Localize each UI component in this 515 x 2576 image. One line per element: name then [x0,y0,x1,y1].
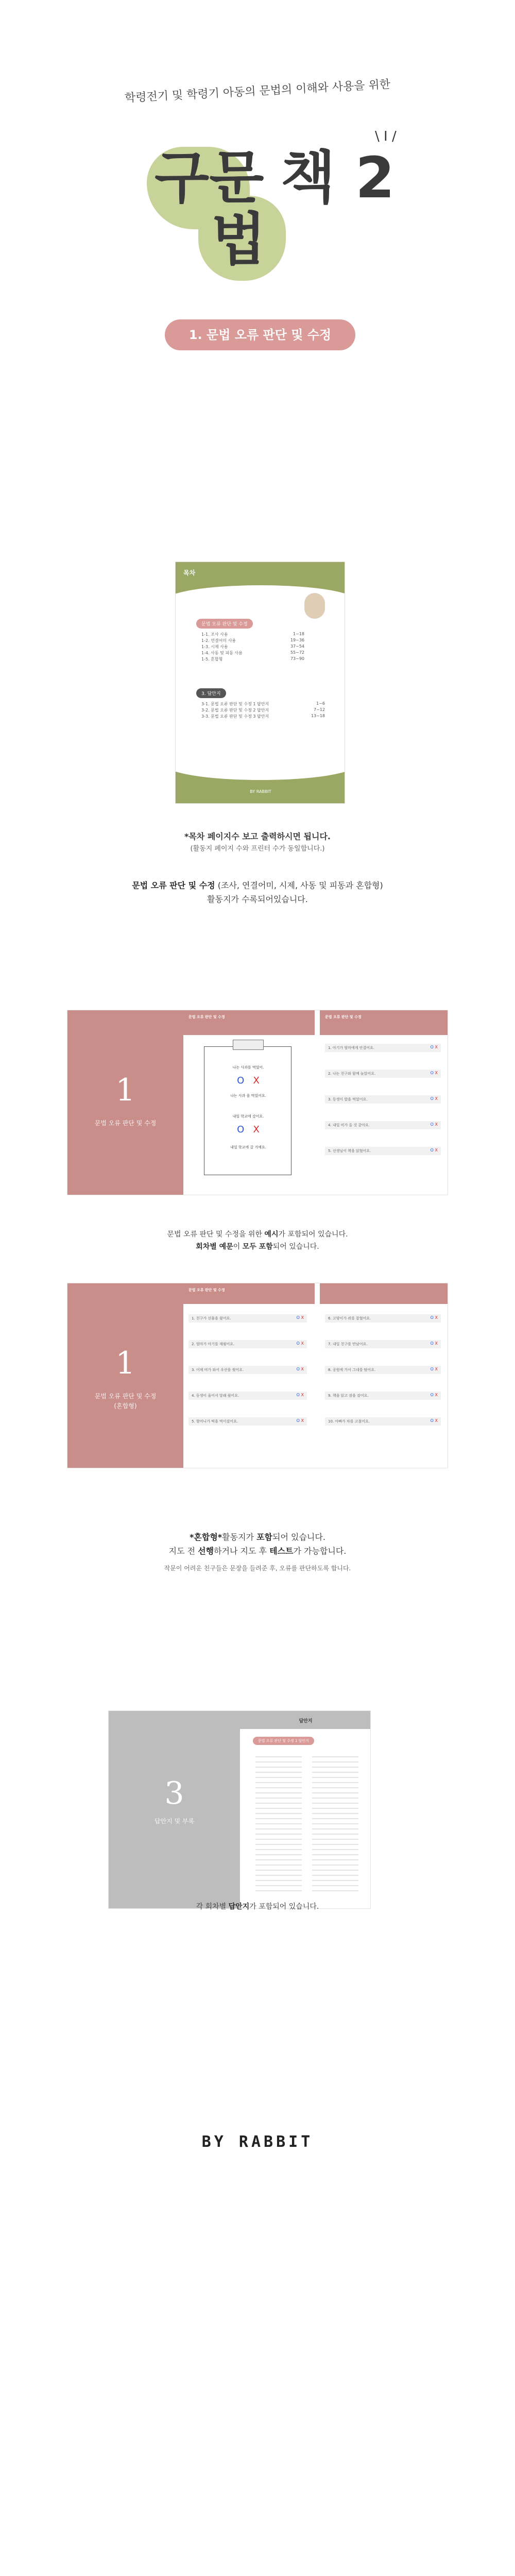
question-row: 10. 아빠가 차를 고쳤어요. O X [325,1417,441,1426]
toc-answer-tag: 3. 답안지 [196,688,226,698]
example-sentence: 내일 학교에 갔어요. [232,1114,264,1118]
toc-answer-item: 3-2. 문법 오류 판단 및 수정 2 답안지 7~12 [201,707,325,713]
question-row: 2. 엄마가 아기를 재웠어요. O X [188,1340,307,1348]
caption-text: 문법 오류 판단 및 수정을 위한 [167,1230,265,1239]
mixed-type-caption [0,1530,515,1574]
caption-text: 가 포함되어 있습니다. [278,1230,348,1239]
example-board [204,1046,291,1175]
answer-label: 답안지 및 부록 [154,1818,195,1825]
worksheet-number: 1 [115,1345,135,1381]
caption-bold: 모두 포함 [242,1242,273,1251]
title-number: 2 [355,145,395,211]
question-row: 4. 내일 비가 올 것 같아요. O X [325,1121,441,1129]
toc-item: 1-1. 조사 사용 1~18 [201,632,304,637]
toc-header: 목차 [183,569,196,577]
question-row: 8. 공원에 가서 그네를 탔어요. O X [325,1366,441,1374]
answer-sheet-preview [108,1710,371,1909]
toc-answer-item: 3-3. 문법 오류 판단 및 수정 3 답안지 13~18 [201,714,325,719]
toc-caption-line2: (활동지 페이지 수와 프린터 수가 동일합니다.) [190,845,325,853]
worksheet-preview-1 [67,1010,448,1195]
worksheet-label: 문법 오류 판단 및 수정 (혼합형) [94,1393,157,1410]
toc-caption-line1: *목차 페이지수 보고 출력하시면 됩니다. [184,832,331,841]
caption-bold: 답안지 [228,1903,250,1911]
toc-answer-list [201,701,325,720]
topic-pill: 1. 문법 오류 판단 및 수정 [165,319,355,350]
worksheet-header-title: 문법 오류 판단 및 수정 [188,1015,225,1019]
worksheet-page-header-2 [320,1283,448,1304]
question-row: 5. 선생님이 책을 읽혔어요. O X [325,1147,441,1155]
example-caption [0,1229,515,1253]
caption-bold: 테스트 [269,1546,294,1556]
caption-text: 각 회차별 [196,1903,229,1911]
example-sentence: 나는 사과를 먹었어. [232,1065,264,1070]
clipboard-clip [233,1040,264,1050]
question-row: 1. 친구가 선물을 줬어요. O X [188,1314,307,1323]
caption-text: 하거나 지도 후 [214,1546,270,1556]
title-accent-marks: \ I / [375,129,397,144]
answer-list-left [255,1752,302,1891]
toc-item: 1-2. 연결어미 사용 19~36 [201,638,304,643]
worksheet-number: 1 [115,1072,135,1108]
toc-bottom-wave [175,749,345,780]
question-row: 9. 책을 읽고 잠을 잤어요. O X [325,1392,441,1400]
title-word-1: 구문 [154,145,264,211]
answer-tag: 문법 오류 판단 및 수정 1 답안지 [253,1737,314,1745]
toc-section-tag: 문법 오류 판단 및 수정 [196,619,253,629]
toc-decor [304,593,325,619]
caption-text: 가 가능합니다. [293,1546,347,1556]
example-sentence: 내일 학교에 갈 거예요. [230,1145,266,1149]
question-row: 7. 내일 친구를 만났어요. O X [325,1340,441,1348]
feature-detail: (조사, 연결어미, 시제, 사동 및 피동과 혼합형) [215,880,383,890]
caption-text: 활동지가 [222,1532,257,1542]
hero-subtitle: 학령전기 및 학령기 아동의 문법의 이해와 사용을 위한 [124,78,391,105]
question-row: 2. 나는 친구와 함께 놀았어요. O X [325,1070,441,1078]
worksheet-header-title: 문법 오류 판단 및 수정 [188,1288,225,1292]
caption-bold: 예시 [264,1230,279,1239]
caption-note: 작문이 어려운 친구들은 문장을 들려준 후, 오류를 판단하도록 합니다. [164,1565,351,1572]
feature-description [0,878,515,906]
caption-text: 되어 있습니다. [272,1532,325,1542]
caption-bold: *혼합형* [190,1532,222,1542]
toc-image [175,562,345,804]
toc-answer-item: 3-1. 문법 오류 판단 및 수정 1 답안지 1~6 [201,701,325,706]
worksheet-preview-2 [67,1283,448,1468]
feature-line2: 활동지가 수록되어있습니다. [207,894,308,905]
question-row: 4. 동생이 울어서 달래 줬어요. O X [188,1392,307,1400]
worksheet-page-header [183,1283,315,1304]
caption-text: 지도 전 [168,1546,198,1556]
toc-list [201,632,304,663]
caption-bold: 회차별 예문 [196,1242,233,1251]
toc-item: 1-5. 혼합형 73~90 [201,656,304,662]
question-row: 5. 할머니가 떡을 먹이셨어요. O X [188,1417,307,1426]
worksheet-label: 문법 오류 판단 및 수정 [94,1120,157,1127]
question-row: 3. 동생이 밥을 먹었어요. O X [325,1095,441,1104]
toc-caption [0,829,515,855]
question-row: 1. 아기가 엄마에게 안겼어요. O X [325,1044,441,1052]
toc-item: 1-4. 사동 및 피동 사용 55~72 [201,650,304,655]
worksheet-header-title-2: 문법 오류 판단 및 수정 [325,1015,362,1019]
answer-list-right [312,1752,358,1891]
caption-bold: 포함 [256,1532,273,1542]
question-row: 6. 고양이가 쥐를 잡혔어요. O X [325,1314,441,1323]
caption-text: 이 [233,1242,243,1251]
title-word-3: 법 [211,207,266,273]
answer-header: 답안지 [299,1719,313,1724]
title-word-2: 책 [281,145,336,211]
answer-number: 3 [164,1775,184,1811]
answer-caption [0,1901,515,1913]
question-row: 3. 어제 비가 와서 우산을 썼어요. O X [188,1366,307,1374]
toc-item: 1-3. 시제 사용 37~54 [201,644,304,649]
brand-footer: BY RABBIT [201,2133,314,2151]
example-ox: O X [237,1124,260,1135]
example-ox: O X [237,1075,260,1086]
caption-text: 가 포함되어 있습니다. [249,1903,319,1911]
caption-bold: 선행 [198,1546,214,1556]
example-sentence: 나는 사과 을 먹었어요. [230,1094,266,1098]
caption-text: 되어 있습니다. [272,1242,319,1251]
feature-title: 문법 오류 판단 및 수정 [132,880,215,890]
toc-footer: BY RABBIT [250,789,271,794]
